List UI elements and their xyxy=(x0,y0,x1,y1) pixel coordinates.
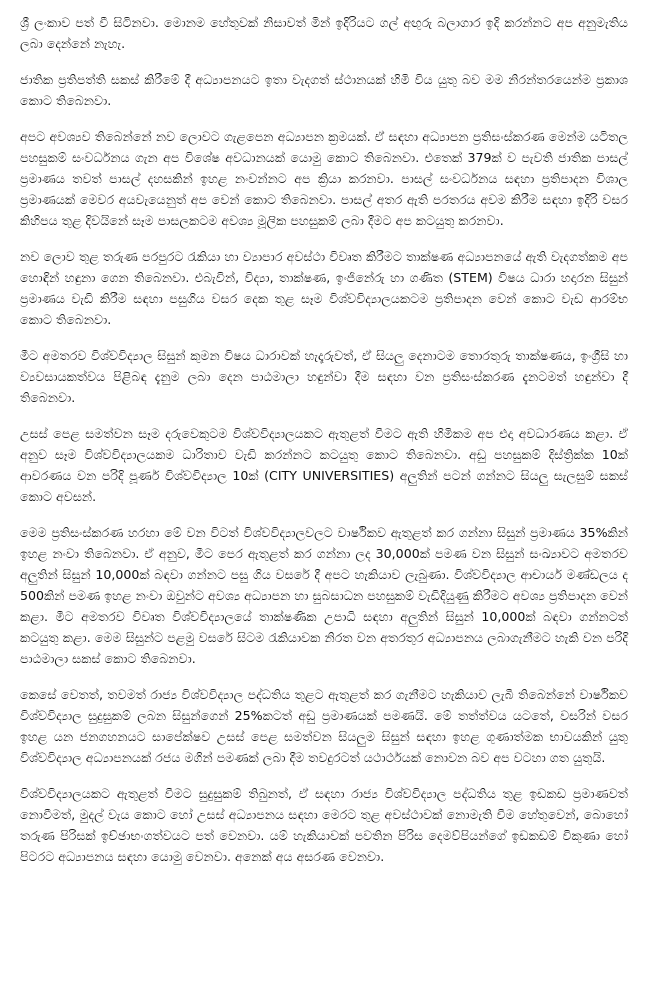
paragraph-6: උසස් පෙළ සමත්වන සෑම දරුවෙකුටම විශ්වවිද්‍යාලයකට ඇතුළත් වීමට ඇති හිමිකම අප එදා අවධාරණය කළා. ඒ අනුව සෑම විශ්වවිද්‍යාලයකම ධාරිතාව වැඩි කරන්නට කටයුතු කොට තිබෙනවා. අඩු පහසුකම් දිස්ත්‍රික්ක 10ක් ආවරණය වන පරිදි පූර්ණ විශ්වවිද්‍යාල 10ක් (CITY UNIVERSITIES) අලුතින් පටන් ගන්නට සියලු සැලසුම් සකස් කොට අවසන්. xyxy=(20,426,628,504)
paragraph-3: අපට අවශ්‍යව තිබෙන්නේ නව ලොවට ගැළපෙන අධ්‍යාපන ක්‍රමයක්. ඒ සඳහා අධ්‍යාපන ප්‍රතිසංස්කරණ මෙන්ම යටිතල පහසුකම් සංවර්ධනය ගැන අප විශේෂ අවධානයක් යොමු කොට තිබෙනවා. එතෙක් 379ක් ව පැවති ජාතික පාසල් ප්‍රමාණය තවත් පාසල් දහසකින් ඉහළ නංවන්නට අප ක්‍රියා කරනවා. පාසල් සංවර්ධනය සඳහා ප්‍රතිපාදන විශාල ප්‍රමාණයක් මෙවර අයවැයෙනුත් අප වෙන් කොට තිබෙනවා. පාසල් අතර ඇති පරතරය අවම කිරීම සඳහා ඉදිරි වසර කිහිපය තුළ දිවයිනේ සෑම පාසලකටම අවශ්‍ය මූලික පහසුකම් ලබා දීමට අප කටයුතු කරනවා. xyxy=(20,129,628,228)
paragraph-5: මීට අමතරව විශ්වවිද්‍යාල සිසුන් කුමන විෂය ධාරාවක් හැදෑරුවත්, ඒ සියලු දෙනාටම තොරතුරු තාක්ෂණය, ඉංග්‍රීසි හා ව්‍යවසායකත්වය පිළිබඳ දැනුම ලබා දෙන පාඨමාලා හඳුන්වා දීම සඳහා වන ප්‍රතිසංස්කරණ දැනටමත් හඳුන්වා දී තිබෙනවා. xyxy=(20,348,628,405)
paragraph-1: ශ්‍රී ලංකාව පත් වී සිටිනවා. මොනම හේතුවක් නිසාවත් මින් ඉදිරියට ගල් අඟුරු බලාගාර ඉදි කරන්නට අප අනුමැතිය ලබා දෙන්නේ නැහැ. xyxy=(20,15,628,51)
paragraph-4: නව ලොව තුළ තරුණ පරපුරට රැකියා හා ව්‍යාපාර අවස්ථා විවෘත කිරීමට තාක්ෂණ අධ්‍යාපනයේ ඇති වැදගත්කම අප හොඳින් හඳුනා ගෙන තිබෙනවා. එබැවින්, විද්‍යා, තාක්ෂණ, ඉංජිනේරු හා ගණිත (STEM) විෂය ධාරා හදාරන සිසුන් ප්‍රමාණය වැඩි කිරීම සඳහා පසුගිය වසර දෙක තුළ සෑම විශ්වවිද්‍යාලයකටම ප්‍රතිපාදන වෙන් කොට වැඩ ආරම්භ කොට තිබෙනවා. xyxy=(20,249,628,327)
paragraph-9: විශ්වවිද්‍යාලයකට ඇතුළත් වීමට සුදුසුකම් තිබුනත්, ඒ සඳහා රාජ්‍ය විශ්වවිද්‍යාල පද්ධතිය තුළ ඉඩකඩ ප්‍රමාණවත් නොවීමත්, මුදල් වැය කොට හෝ උසස් අධ්‍යාපනය සඳහා මෙරට තුළ අවස්ථාවක් නොමැති වීම හේතුවෙන්, බොහෝ තරුණ පිරිසක් ඉච්ඡාභංගත්වයට පත් වෙනවා. යම් හැකියාවක් පවතින පිරිස දෙමව්පියන්ගේ ඉඩකඩම් විකුණා හෝ පිටරට අධ්‍යාපනය සඳහා යොමු වෙනවා. අනෙක් අය අසරණ වෙනවා. xyxy=(20,786,628,864)
paragraph-2: ජාතික ප්‍රතිපත්ති සකස් කිරීමේ දී අධ්‍යාපනයට ඉතා වැදගත් ස්ථානයක් හිමි විය යුතු බව මම නිරන්තරයෙන්ම ප්‍රකාශ කොට තිබෙනවා. xyxy=(20,72,628,108)
paragraph-7: මෙම ප්‍රතිසංස්කරණ හරහා මේ වන විටත් විශ්වවිද්‍යාලවලට වාර්ෂිකව ඇතුළත් කර ගන්නා සිසුන් ප්‍රමාණය 35%කින් ඉහළ නංවා තිබෙනවා. ඒ අනුව, මීට පෙර ඇතුළත් කර ගන්නා ලද 30,000ක් පමණ වන සිසුන් සංඛ්‍යාවට අමතරව අලුතින් සිසුන් 10,000ක් බඳවා ගන්නට පසු ගිය වසරේ දී අපට හැකියාව ලැබුණා. විශ්වවිද්‍යාල ආචාර්ය මණ්ඩලය ද 500කින් පමණ ඉහළ නංවා ඔවුන්ට අවශ්‍ය අධ්‍යාපන හා සුබසාධන පහසුකම් වැඩිදියුණු කිරීමට අවශ්‍ය ප්‍රතිපාදන වෙන් කළා. මීට අමතරව විවෘත විශ්වවිද්‍යාලයේ තාක්ෂණික උපාධි සඳහා අලුතින් සිසුන් 10,000ක් බඳවා ගන්නටත් කටයුතු කළා. මෙම සිසුන්ට පළමු වසරේ සිටම රැකියාවක නිරත වන අතරතුර අධ්‍යාපනය ලබාගැනීමට හැකි වන පරිදි පාඨමාලා සකස් කොට තිබෙනවා. xyxy=(20,525,629,666)
paragraph-8: කෙසේ වෙතත්, තවමත් රාජ්‍ය විශ්වවිද්‍යාල පද්ධතිය තුළට ඇතුළත් කර ගැනීමට හැකියාව ලැබී තිබෙන්නේ වාර්ෂිකව විශ්වවිද්‍යාල සුදුසුකම් ලබන සිසුන්ගෙන් 25%කටත් අඩු ප්‍රමාණයක් පමණයි. මේ තත්ත්වය යටතේ, වසරින් වසර ඉහළ යන ජනගහනයට සාපේක්ෂව උසස් පෙළ සමත්වන සියලුම සිසුන් සඳහා ඉහළ ගුණාත්මක භාවයකින් යුතු විශ්වවිද්‍යාල අධ්‍යාපනයක් රජය මගින් පමණක් ලබා දීම තවදුරටත් යථාර්ථයක් නොවන බව අප වටහා ගත යුතුයි. xyxy=(20,687,628,765)
